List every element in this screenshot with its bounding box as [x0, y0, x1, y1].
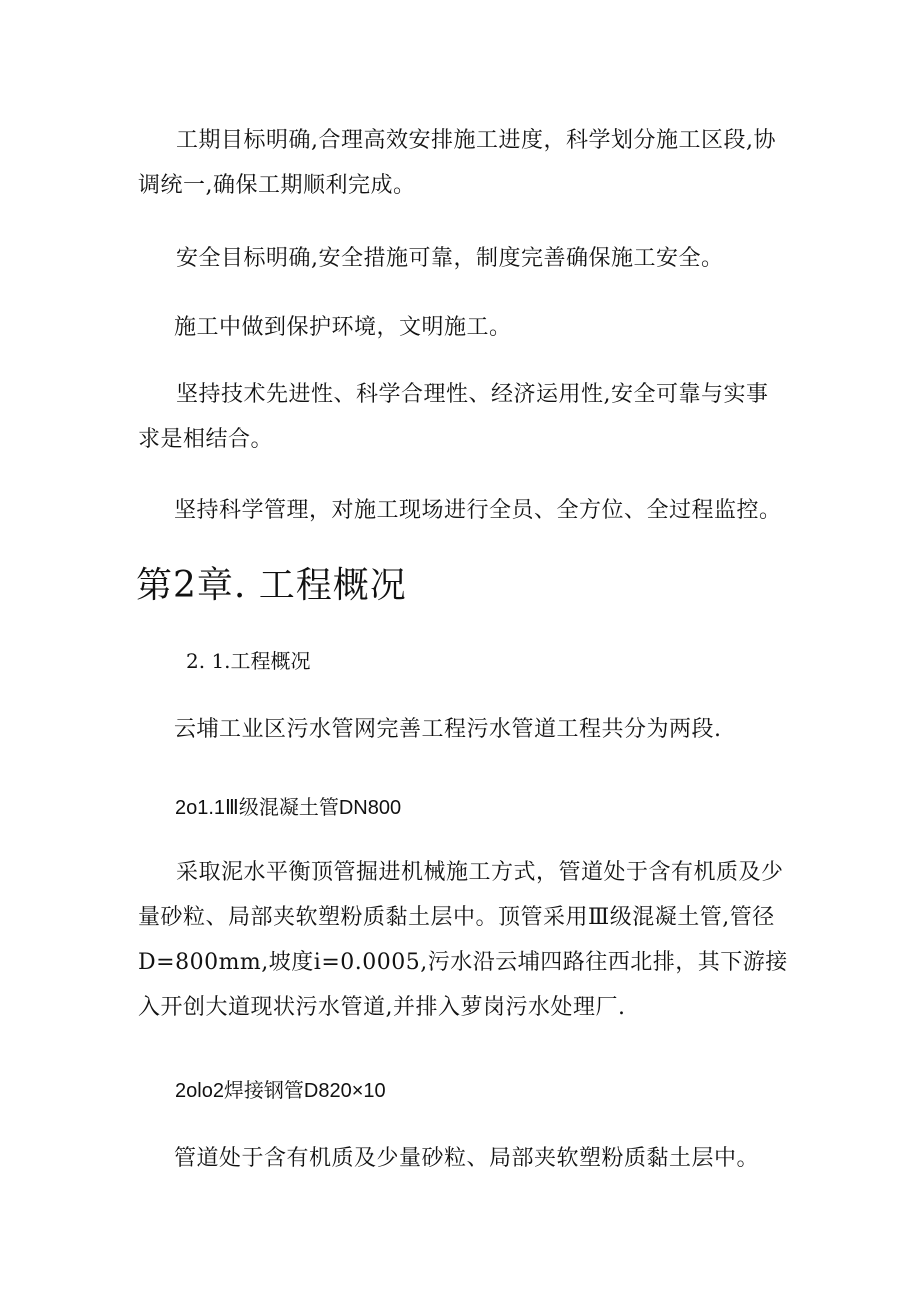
section-intro: 云埔工业区污水管网完善工程污水管道工程共分为两段. [174, 717, 722, 742]
subsection-heading-steel-pipe: 2olo2焊接钢管D820×10 [175, 1080, 386, 1102]
chapter-heading: 第2章. 工程概况 [136, 565, 407, 606]
paragraph-safety-goal: 安全目标明确,安全措施可靠，制度完善确保施工安全。 [176, 246, 724, 271]
section-heading: 2. 1.工程概况 [186, 649, 311, 673]
paragraph-schedule-goal: 工期目标明确,合理高效安排施工进度，科学划分施工区段,协调统一,确保工期顺利完成。 [138, 128, 776, 198]
paragraph-steel-pipe: 管道处于含有机质及少量砂粒、局部夹软塑粉质黏土层中。 [174, 1146, 760, 1171]
paragraph-technology: 坚持技术先进性、科学合理性、经济运用性,安全可靠与实事求是相结合。 [138, 382, 769, 452]
paragraph-concrete-pipe: 采取泥水平衡顶管掘进机械施工方式，管道处于含有机质及少量砂粒、局部夹软塑粉质黏土层中。顶管采用Ⅲ级混凝土管,管径D=800mm,坡度i=0.0005,污水沿云埔四路往西北排，其下游接入开创大道现状污水管道,并排入萝岗污水处理厂. [138, 860, 788, 1020]
paragraph-management: 坚持科学管理，对施工现场进行全员、全方位、全过程监控。 [174, 498, 782, 523]
paragraph-environment: 施工中做到保护环境，文明施工。 [174, 315, 512, 340]
subsection-heading-concrete-pipe: 2o1.1Ⅲ级混凝土管DN800 [175, 797, 402, 819]
